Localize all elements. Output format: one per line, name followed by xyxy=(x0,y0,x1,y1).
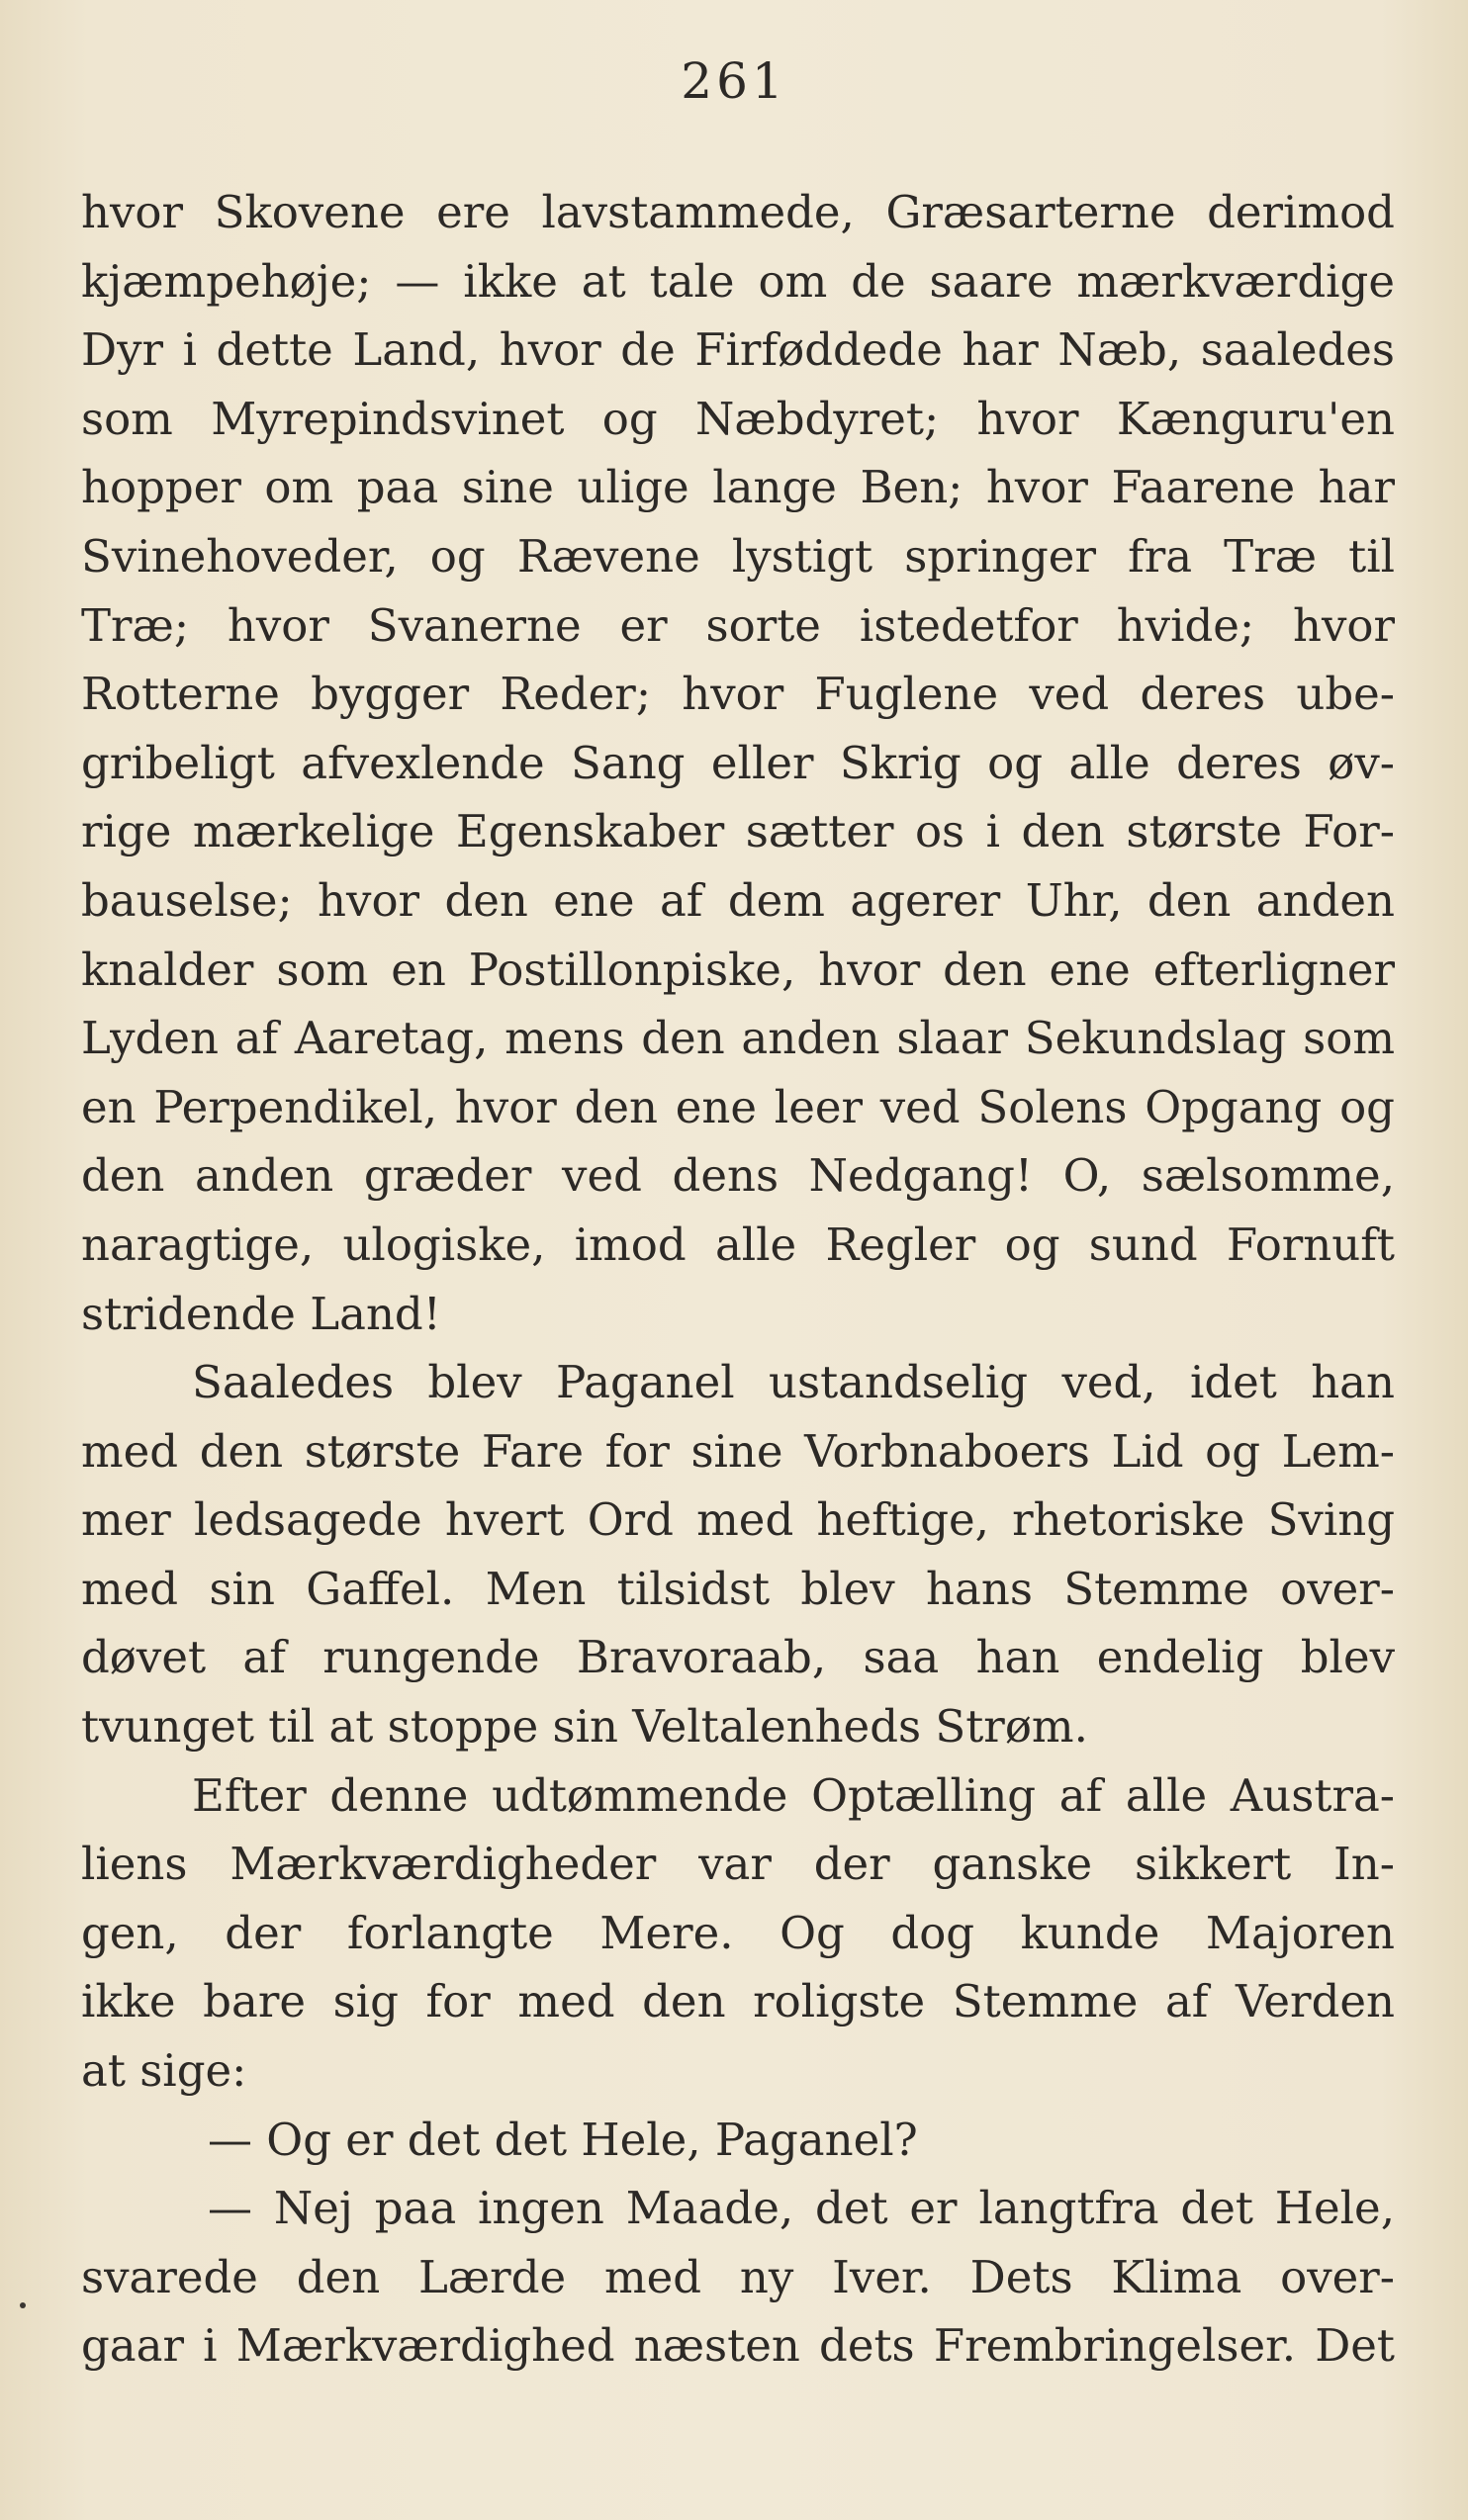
text-line: med sin Gaffel. Men tilsidst blev hans Stemme over- xyxy=(81,1562,1395,1615)
text-line: rige mærkelige Egenskaber sætter os i den største For- xyxy=(81,805,1395,858)
text-line: — Og er det det Hele, Paganel? xyxy=(208,2113,918,2166)
body-text xyxy=(81,178,1395,2381)
text-line: liens Mærkværdigheder var der ganske sikkert In- xyxy=(81,1838,1395,1891)
text-line: naragtige, ulogiske, imod alle Regler og sund Fornuft xyxy=(81,1217,1395,1271)
text-line: — Nej paa ingen Maade, det er langtfra det Hele, xyxy=(208,2182,1395,2235)
text-line: Rotterne bygger Reder; hvor Fuglene ved deres ube- xyxy=(81,668,1395,721)
text-line: Dyr i dette Land, hvor de Firføddede har Næb, saaledes xyxy=(81,323,1395,377)
text-line: mer ledsagede hvert Ord med heftige, rhetoriske Sving xyxy=(81,1493,1395,1547)
text-line: gaar i Mærkværdighed næsten dets Frembringelser. Det xyxy=(81,2319,1395,2373)
text-line: med den største Fare for sine Vorbnaboers Lid og Lem- xyxy=(81,1424,1395,1478)
text-line: stridende Land! xyxy=(81,1287,441,1340)
text-line: ikke bare sig for med den roligste Stemme af Verden xyxy=(81,1975,1395,2028)
text-line: bauselse; hvor den ene af dem agerer Uhr, den anden xyxy=(81,873,1395,927)
text-line: at sige: xyxy=(81,2044,247,2098)
text-line: døvet af rungende Bravoraab, saa han endelig blev xyxy=(81,1631,1395,1684)
text-line: kjæmpehøje; — ikke at tale om de saare mærkværdige xyxy=(81,254,1395,308)
text-line: hopper om paa sine ulige lange Ben; hvor Faarene har xyxy=(81,461,1395,514)
text-line: Saaledes blev Paganel ustandselig ved, idet han xyxy=(192,1356,1395,1409)
text-line: Træ; hvor Svanerne er sorte istedetfor hvide; hvor xyxy=(81,598,1395,652)
text-line: Efter denne udtømmende Optælling af alle Austra- xyxy=(192,1768,1395,1822)
margin-mark xyxy=(20,2302,26,2308)
text-line: den anden græder ved dens Nedgang! O, sælsomme, xyxy=(81,1149,1395,1203)
text-line: gen, der forlangte Mere. Og dog kunde Majoren xyxy=(81,1906,1395,1959)
page-number: 261 xyxy=(681,52,787,110)
text-line: en Perpendikel, hvor den ene leer ved Solens Opgang og xyxy=(81,1080,1395,1133)
text-line: Svinehoveder, og Rævene lystigt springer fra Træ til xyxy=(81,529,1395,583)
text-line: tvunget til at stoppe sin Veltalenheds Strøm. xyxy=(81,1700,1088,1754)
text-line: hvor Skovene ere lavstammede, Græsarterne derimod xyxy=(81,186,1395,238)
text-line: gribeligt afvexlende Sang eller Skrig og alle deres øv- xyxy=(81,736,1395,789)
text-line: Lyden af Aaretag, mens den anden slaar Sekundslag som xyxy=(81,1012,1395,1065)
text-line: svarede den Lærde med ny Iver. Dets Klima over- xyxy=(81,2250,1395,2303)
text-line: knalder som en Postillonpiske, hvor den ene efterligner xyxy=(81,943,1395,996)
text-line: som Myrepindsvinet og Næbdyret; hvor Kænguru'en xyxy=(81,392,1395,445)
